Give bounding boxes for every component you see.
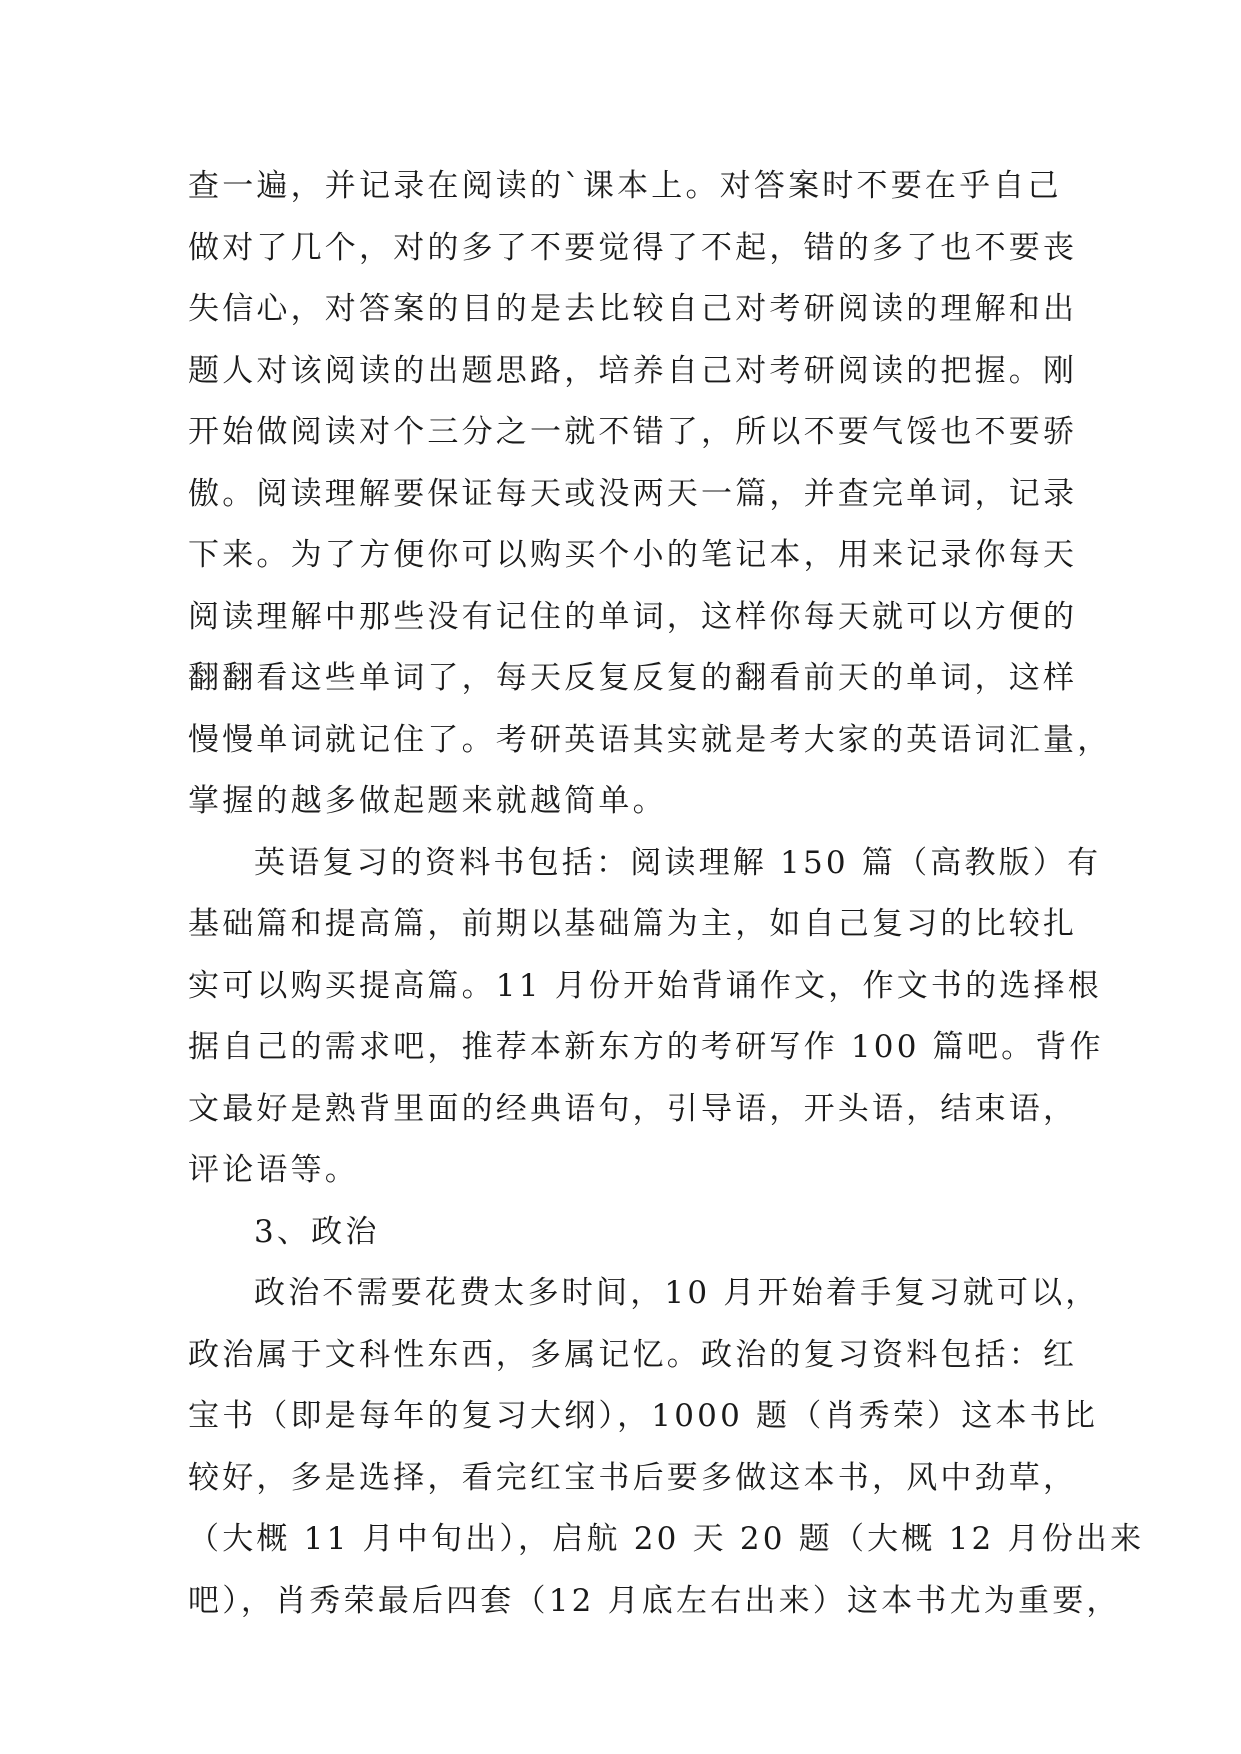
text-line: （大概 11 月中旬出），启航 20 天 20 题（大概 12 月份出来 [188,1521,1145,1557]
text-line: 宝书（即是每年的复习大纲），1000 题（肖秀荣）这本书比 [188,1398,1099,1434]
section-heading: 3、政治 [254,1213,380,1250]
paragraph-first-line: 政治不需要花费太多时间，10 月开始着手复习就可以， [254,1275,1100,1311]
text-line: 文最好是熟背里面的经典语句，引导语，开头语，结束语， [188,1090,1078,1127]
text-line: 评论语等。 [188,1152,359,1188]
text-line: 傲。阅读理解要保证每天或没两天一篇，并查完单词，记录 [188,475,1078,512]
document-body [188,156,1145,1632]
text-line: 吧），肖秀荣最后四套（12 月底左右出来）这本书尤为重要， [188,1582,1121,1619]
text-line: 阅读理解中那些没有记住的单词，这样你每天就可以方便的 [188,598,1078,635]
text-line: 翻翻看这些单词了，每天反复反复的翻看前天的单词，这样 [188,660,1078,696]
text-line: 开始做阅读对个三分之一就不错了，所以不要气馁也不要骄 [188,414,1078,450]
text-line: 失信心，对答案的目的是去比较自己对考研阅读的理解和出 [188,291,1078,327]
text-line: 掌握的越多做起题来就越简单。 [188,783,667,819]
text-line: 政治属于文科性东西，多属记忆。政治的复习资料包括：红 [188,1336,1078,1373]
text-line: 较好，多是选择，看完红宝书后要多做这本书，风中劲草， [188,1459,1078,1496]
text-line: 慢慢单词就记住了。考研英语其实就是考大家的英语词汇量， [188,721,1112,758]
text-line: 下来。为了方便你可以购买个小的笔记本，用来记录你每天 [188,537,1078,573]
text-line: 题人对该阅读的出题思路，培养自己对考研阅读的把握。刚 [188,352,1078,389]
text-line: 据自己的需求吧，推荐本新东方的考研写作 100 篇吧。背作 [188,1029,1104,1065]
paragraph-first-line: 英语复习的资料书包括：阅读理解 150 篇（高教版）有 [254,844,1102,881]
text-line: 做对了几个，对的多了不要觉得了不起，错的多了也不要丧 [188,229,1078,266]
text-line: 实可以购买提高篇。11 月份开始背诵作文，作文书的选择根 [188,967,1102,1004]
text-line: 基础篇和提高篇，前期以基础篇为主，如自己复习的比较扎 [188,906,1078,942]
text-line: 查一遍，并记录在阅读的`课本上。对答案时不要在乎自己 [188,168,1062,204]
